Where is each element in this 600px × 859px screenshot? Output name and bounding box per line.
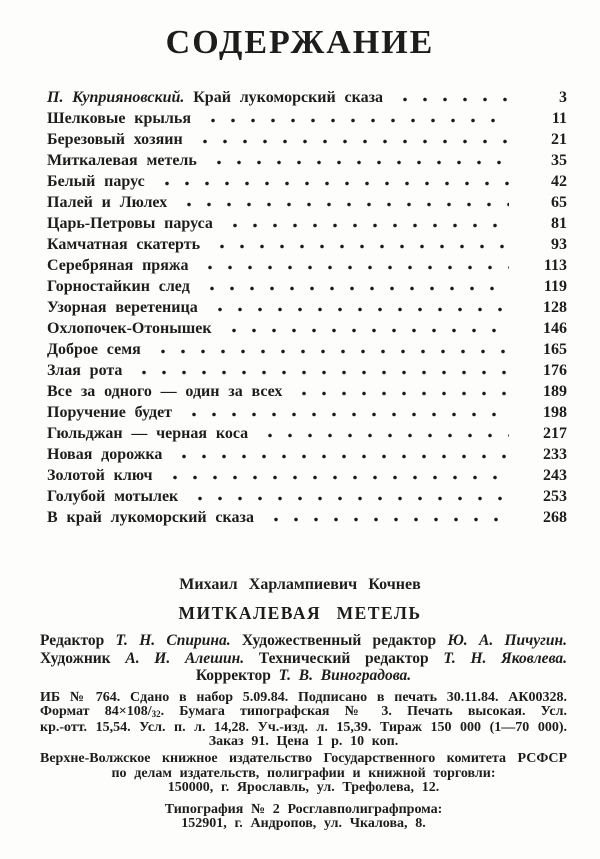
credits-line-1: Редактор Т. Н. Спирина. Художественный редактор Ю. А. Пичугин.	[40, 632, 568, 649]
toc-entry	[47, 444, 567, 465]
credits-block	[40, 632, 567, 685]
dot-leader	[203, 118, 509, 123]
dot-leader	[157, 181, 509, 186]
dot-leader	[195, 139, 509, 144]
toc-entry	[47, 402, 567, 423]
imprint-line-1: ИБ № 764. Сдано в набор 5.09.84. Подписано в печать 30.11.84. АК00328.	[40, 689, 567, 705]
credits-line-3: Корректор Т. В. Виноградова.	[195, 667, 412, 684]
toc-entry-title: Шелковые крылья	[47, 110, 191, 127]
dot-leader	[200, 265, 509, 270]
credits-line-2: Художник А. И. Алешин. Технический редактор Т. Н. Яковлева.	[40, 649, 568, 667]
toc-entry	[47, 381, 567, 402]
toc-entry-title: П. Куприяновский. Край лукоморский сказа	[47, 89, 384, 106]
toc-page-number: 268	[543, 509, 567, 526]
dot-leader	[395, 97, 509, 102]
toc-entry-title: Все за одного — один за всех	[47, 383, 283, 400]
toc-entry	[47, 339, 567, 360]
toc-entry	[47, 108, 567, 129]
toc-entry	[47, 276, 567, 297]
dot-leader	[190, 496, 509, 501]
toc-entry-title: Горностайкин след	[47, 278, 190, 295]
toc-page-number: 3	[559, 89, 567, 106]
toc-page-number: 176	[543, 362, 567, 379]
dot-leader	[212, 244, 509, 249]
toc-page-number: 128	[543, 299, 567, 316]
dot-leader	[134, 370, 509, 375]
dot-leader	[202, 286, 509, 291]
toc-entry-title: Серебряная пряжа	[47, 257, 189, 274]
dot-leader	[165, 475, 509, 480]
toc-entry-title: Охлопочек-Отонышек	[47, 320, 212, 337]
toc-page-number: 146	[543, 320, 567, 337]
imprint-line-3: кр.-отт. 15,54. Усл. п. л. 14,28. Уч.-изд. л. 15,39. Тираж 150 000 (1—70 000).	[40, 719, 567, 735]
toc-page-number: 253	[543, 488, 567, 505]
toc-entry-title: Гюльджан — черная коса	[47, 425, 249, 442]
toc-entry-title: Белый парус	[47, 173, 145, 190]
toc-page-number: 11	[551, 110, 567, 127]
dot-leader	[294, 391, 509, 396]
toc-page-number: 93	[551, 236, 567, 253]
toc-entry-title: В край лукоморский сказа	[47, 509, 254, 526]
toc-entry-title: Доброе семя	[47, 341, 141, 358]
toc-entry-title: Новая дорожка	[47, 446, 163, 463]
dot-leader	[153, 349, 509, 354]
colophon-author-name: Михаил Харлампиевич Кочнев	[179, 576, 421, 593]
dot-leader	[209, 160, 509, 165]
toc-entry-title: Поручение будет	[47, 404, 173, 421]
dot-leader	[184, 412, 509, 417]
toc-entry-title: Царь-Петровы паруса	[47, 215, 213, 232]
publisher-line-2: по делам издательств, полиграфии и книжной торговли:	[111, 765, 496, 781]
colophon-book-title: МИТКАЛЕВАЯ МЕТЕЛЬ	[178, 603, 422, 623]
toc-entry-title: Березовый хозяин	[47, 131, 183, 148]
toc-page-number: 81	[551, 215, 567, 232]
toc-entry	[47, 423, 567, 444]
colophon	[0, 576, 600, 831]
toc-entry-title: Золотой ключ	[47, 467, 153, 484]
dot-leader	[210, 307, 509, 312]
imprint-block	[40, 691, 567, 750]
toc-entry	[47, 297, 567, 318]
publisher-line-1: Верхне-Волжское книжное издательство Государственного комитета РСФСР	[40, 751, 567, 767]
toc-page-number: 21	[551, 131, 567, 148]
book-page	[0, 25, 600, 859]
toc-page-number: 217	[543, 425, 567, 442]
toc-entry	[47, 192, 567, 213]
imprint-line-2: Формат $84\times 108/_{32}$. Бумага типографская № 3. Печать высокая. Усл.	[40, 703, 567, 719]
dot-leader	[260, 433, 509, 438]
toc-page-number: 233	[543, 446, 567, 463]
dot-leader	[225, 223, 509, 228]
toc-entry	[47, 213, 567, 234]
toc-page-number: 243	[543, 467, 567, 484]
dot-leader	[224, 328, 509, 333]
printer-block	[40, 803, 567, 831]
imprint-line-4: Заказ 91. Цена 1 р. 10 коп.	[208, 734, 399, 750]
toc-page-number: 65	[551, 194, 567, 211]
toc-entry	[47, 465, 567, 486]
printer-line-2: 152901, г. Андропов, ул. Чкалова, 8.	[181, 816, 426, 832]
toc-entry-title: Палей и Люлех	[47, 194, 168, 211]
toc-entry	[47, 507, 567, 528]
toc-entry-title: Злая рота	[47, 362, 123, 379]
toc-entry	[47, 171, 567, 192]
toc-entry	[47, 150, 567, 171]
toc-page-number: 189	[543, 383, 567, 400]
printer-line-1: Типография № 2 Росглавполиграфпрома:	[164, 801, 443, 817]
toc-page-number: 198	[543, 404, 567, 421]
toc-entry-title: Камчатная скатерть	[47, 236, 201, 253]
toc-entry	[47, 360, 567, 381]
toc-entry-title: Голубой мотылек	[47, 488, 179, 505]
toc-page-number: 35	[551, 152, 567, 169]
publisher-line-3: 150000, г. Ярославль, ул. Трефолева, 12.	[167, 779, 440, 795]
dot-leader	[266, 517, 509, 522]
toc-page-number: 113	[543, 257, 567, 274]
toc-page-number: 42	[551, 173, 567, 190]
toc-page-number: 119	[543, 278, 567, 295]
page-title: СОДЕРЖАНИЕ	[165, 24, 435, 61]
dot-leader	[179, 202, 509, 207]
publisher-block	[40, 752, 567, 795]
toc-entry	[47, 486, 567, 507]
dot-leader	[174, 454, 509, 459]
toc-page-number: 165	[543, 341, 567, 358]
toc-entry	[47, 87, 567, 108]
toc-entry-title: Узорная веретеница	[47, 299, 198, 316]
toc-entry	[47, 255, 567, 276]
toc-entry	[47, 129, 567, 150]
table-of-contents	[47, 87, 567, 528]
toc-entry-author: П. Куприяновский.	[47, 89, 194, 106]
toc-entry	[47, 234, 567, 255]
toc-entry-title: Миткалевая метель	[47, 152, 197, 169]
toc-entry	[47, 318, 567, 339]
